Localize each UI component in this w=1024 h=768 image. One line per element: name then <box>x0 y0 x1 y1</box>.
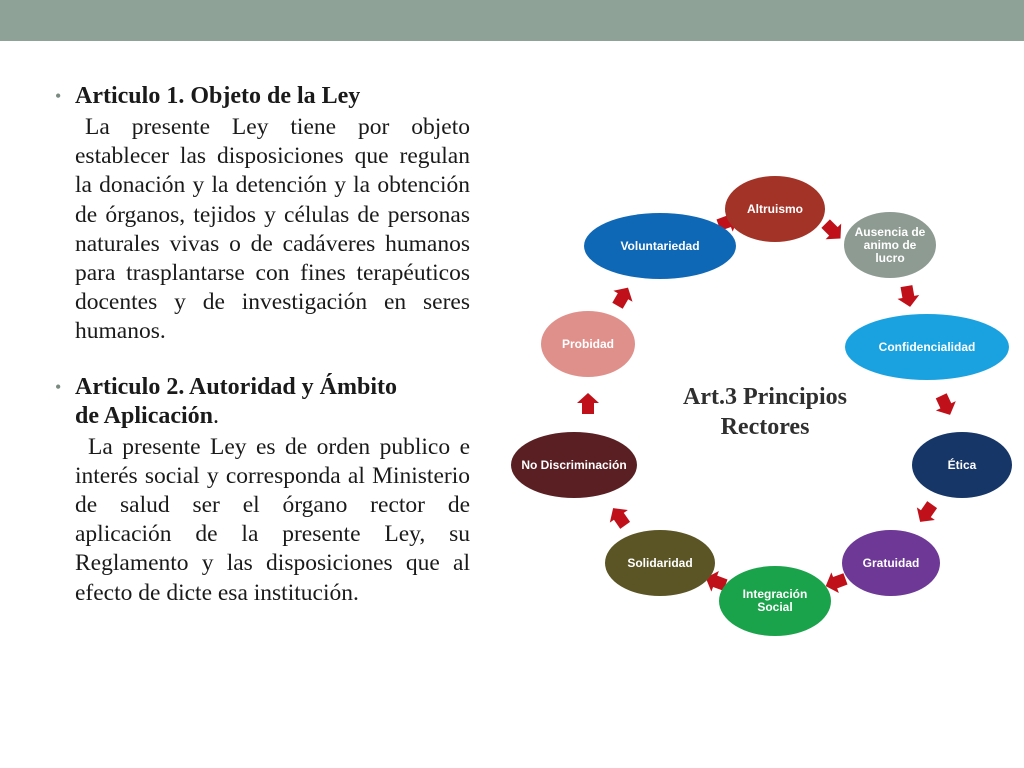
diagram-title-line2: Rectores <box>720 414 810 440</box>
node-label: Ética <box>947 457 977 472</box>
node-label: Altruismo <box>746 201 803 216</box>
text-column <box>55 82 470 608</box>
bullet-icon: • <box>55 86 62 106</box>
node-label: Integración Social <box>742 587 808 614</box>
node-confidencialidad <box>845 314 1009 380</box>
cycle-arrow-confidencialidad <box>931 391 960 419</box>
node-label: Voluntariedad <box>620 238 700 253</box>
node-label: Ausencia de animo de lucro <box>854 224 926 265</box>
top-bar <box>0 0 1024 41</box>
node-label: No Discriminación <box>521 457 627 472</box>
node-label: Gratuidad <box>862 555 920 570</box>
node-altruismo <box>725 176 825 242</box>
article1-heading <box>55 82 470 111</box>
node-probidad <box>541 311 635 377</box>
cycle-arrow-etica <box>911 498 941 528</box>
bullet-icon: • <box>55 376 62 397</box>
article2-title-suffix: . <box>213 402 220 429</box>
cycle-arrow-ausencia <box>896 284 921 309</box>
node-voluntariedad <box>584 213 736 279</box>
article1-body-container <box>55 113 470 347</box>
cycle-arrow-solidaridad <box>604 502 634 532</box>
cycle-arrow-probidad <box>608 282 638 311</box>
node-ausencia <box>844 212 936 278</box>
node-etica <box>912 432 1012 498</box>
article2-body: La presente Ley es de orden publico e interés social y corresponda al Ministerio de salud ser el órgano rector de aplicación de la presente Ley, su Reglamento y las disposiciones que al efecto de dicte esa institución. <box>75 433 470 606</box>
node-solidaridad <box>605 530 715 596</box>
node-label: Solidaridad <box>627 555 693 570</box>
article2-body-container <box>55 433 470 608</box>
principles-diagram <box>480 150 1024 650</box>
cycle-arrow-no-discriminacion <box>577 393 599 414</box>
node-label: Confidencialidad <box>878 339 976 354</box>
node-label: Probidad <box>561 336 614 351</box>
node-gratuidad <box>842 530 940 596</box>
article1-body: La presente Ley tiene por objeto establecer las disposiciones que regulan la donación y la detención y la obtención de órganos, tejidos y células de personas naturales vivas o de cadáveres humanos para trasplantarse con fines terapéuticos docentes y de investigación en seres humanos. <box>75 114 470 345</box>
article2-heading <box>55 373 470 431</box>
article1-title: Articulo 1. Objeto de la Ley <box>75 83 361 109</box>
article2-title-line2: de Aplicación <box>75 402 214 429</box>
diagram-title <box>660 382 870 442</box>
article2-title-line1: Articulo 2. Autoridad y Ámbito <box>75 373 398 400</box>
diagram-title-line1: Art.3 Principios <box>683 384 847 410</box>
node-integracion <box>719 566 831 636</box>
node-no-discriminacion <box>511 432 637 498</box>
